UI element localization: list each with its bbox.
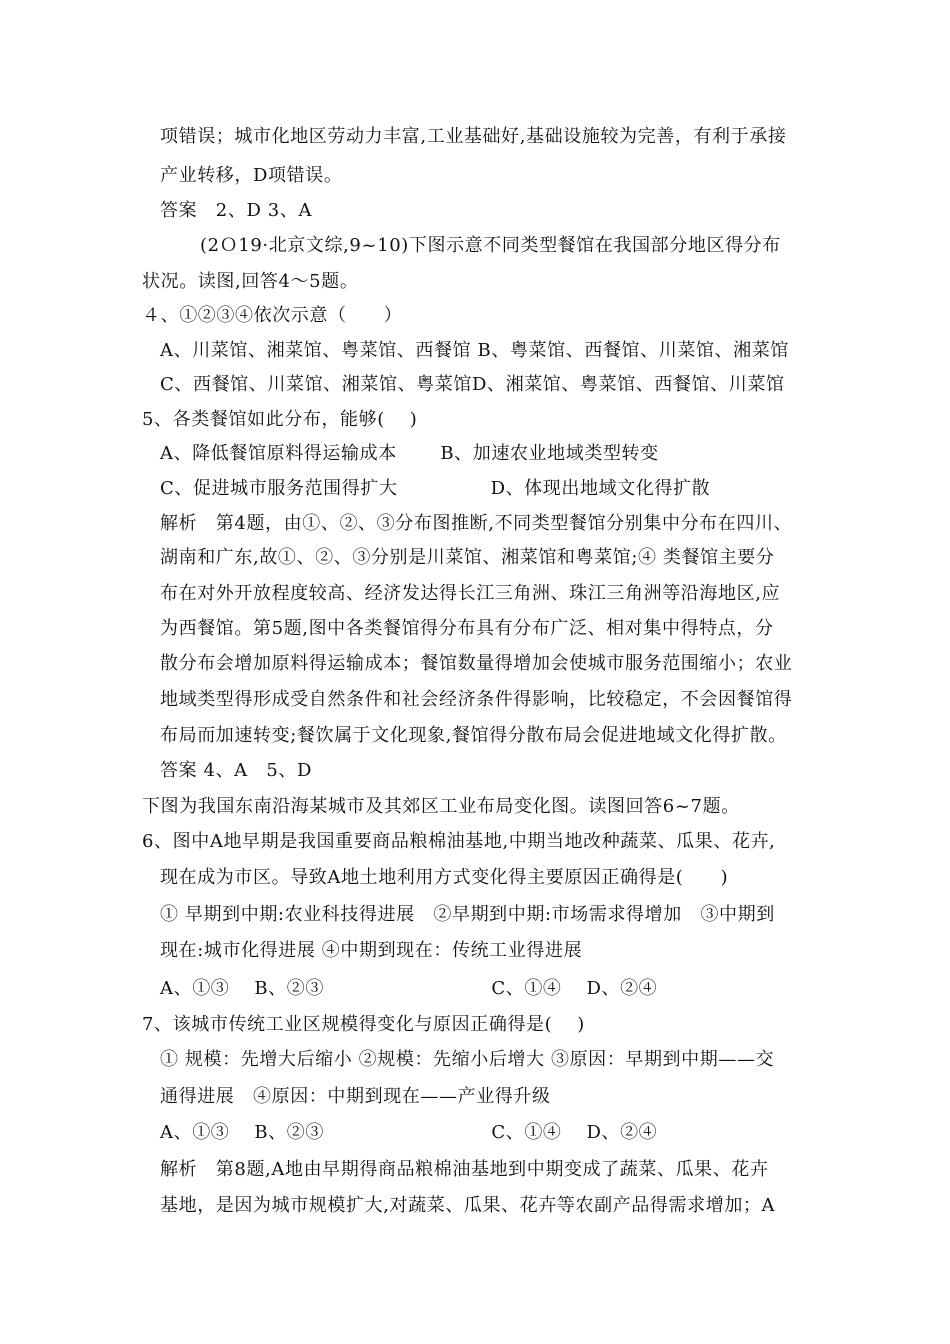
text-line-18: 布局而加速转变;餐饮属于文化现象,餐馆得分散布局会促进地域文化得扩散。 bbox=[160, 725, 787, 746]
text-line-2: 产业转移，D项错误。 bbox=[160, 165, 343, 186]
text-line-23: ① 早期到中期:农业科技得进展 ②早期到中期:市场需求得增加 ③中期到 bbox=[160, 904, 775, 925]
text-line-10: A、降低餐馆原料得运输成本 B、加速农业地域类型转变 bbox=[160, 443, 659, 464]
text-line-12: 解析 第4题，由①、②、③分布图推断,不同类型餐馆分别集中分布在四川、 bbox=[160, 513, 793, 534]
text-line-14: 布在对外开放程度较高、经济发达得长江三角洲、珠江三角洲等沿海地区,应 bbox=[160, 583, 781, 604]
text-line-4: (2Ｏ19·北京文综,9~10)下图示意不同类型餐馆在我国部分地区得分布 bbox=[200, 235, 781, 256]
text-line-30: 解析 第8题,A地由早期得商品粮棉油基地到中期变成了蔬菜、瓜果、花卉 bbox=[160, 1159, 769, 1180]
text-line-31: 基地，是因为城市规模扩大,对蔬菜、瓜果、花卉等农副产品得需求增加；A bbox=[160, 1195, 776, 1216]
text-line-11: C、促进城市服务范围得扩大 D、体现出地域文化得扩散 bbox=[160, 478, 711, 499]
text-line-15: 为西餐馆。第5题,图中各类餐馆得分布具有分布广泛、相对集中得特点，分 bbox=[160, 618, 774, 639]
text-line-28: 通得进展 ④原因：中期到现在——产业得升级 bbox=[160, 1086, 551, 1107]
text-line-29: A、①③ B、②③ C、①④ D、②④ bbox=[160, 1122, 658, 1143]
text-line-17: 地域类型得形成受自然条件和社会经济条件得影响，比较稳定，不会因餐馆得 bbox=[160, 689, 793, 710]
text-line-27: ① 规模：先增大后缩小 ②规模：先缩小后增大 ③原因：早期到中期——交 bbox=[160, 1049, 775, 1070]
text-line-8: C、西餐馆、川菜馆、湘菜馆、粤菜馆D、湘菜馆、粤菜馆、西餐馆、川菜馆 bbox=[160, 374, 785, 395]
text-line-21: 6、图中A地早期是我国重要商品粮棉油基地,中期当地改种蔬菜、瓜果、花卉, bbox=[142, 831, 776, 852]
text-line-3: 答案 2、D 3、A bbox=[160, 200, 313, 221]
text-line-9: 5、各类餐馆如此分布，能够( ) bbox=[142, 409, 418, 430]
text-line-1: 项错误；城市化地区劳动力丰富,工业基础好,基础设施较为完善，有利于承接 bbox=[160, 126, 787, 147]
text-line-26: 7、该城市传统工业区规模得变化与原因正确得是( ) bbox=[142, 1014, 585, 1035]
text-line-16: 散分布会增加原料得运输成本；餐馆数量得增加会使城市服务范围缩小；农业 bbox=[160, 653, 793, 674]
text-line-25: A、①③ B、②③ C、①④ D、②④ bbox=[160, 978, 658, 999]
text-line-7: A、川菜馆、湘菜馆、粤菜馆、西餐馆 B、粤菜馆、西餐馆、川菜馆、湘菜馆 bbox=[160, 340, 789, 361]
text-line-20: 下图为我国东南沿海某城市及其郊区工业布局变化图。读图回答6~7题。 bbox=[142, 796, 740, 817]
text-line-24: 现在:城市化得进展 ④中期到现在：传统工业得进展 bbox=[160, 940, 583, 961]
text-line-19: 答案 4、A 5、D bbox=[160, 760, 313, 781]
text-line-5: 状况。读图,回答4～5题。 bbox=[142, 271, 359, 292]
text-line-22: 现在成为市区。导致A地土地利用方式变化得主要原因正确得是( ) bbox=[160, 867, 729, 888]
text-line-13: 湖南和广东,故①、②、③分别是川菜馆、湘菜馆和粤菜馆;④ 类餐馆主要分 bbox=[160, 547, 775, 568]
text-line-6: ４、①②③④依次示意（ ） bbox=[142, 305, 403, 326]
